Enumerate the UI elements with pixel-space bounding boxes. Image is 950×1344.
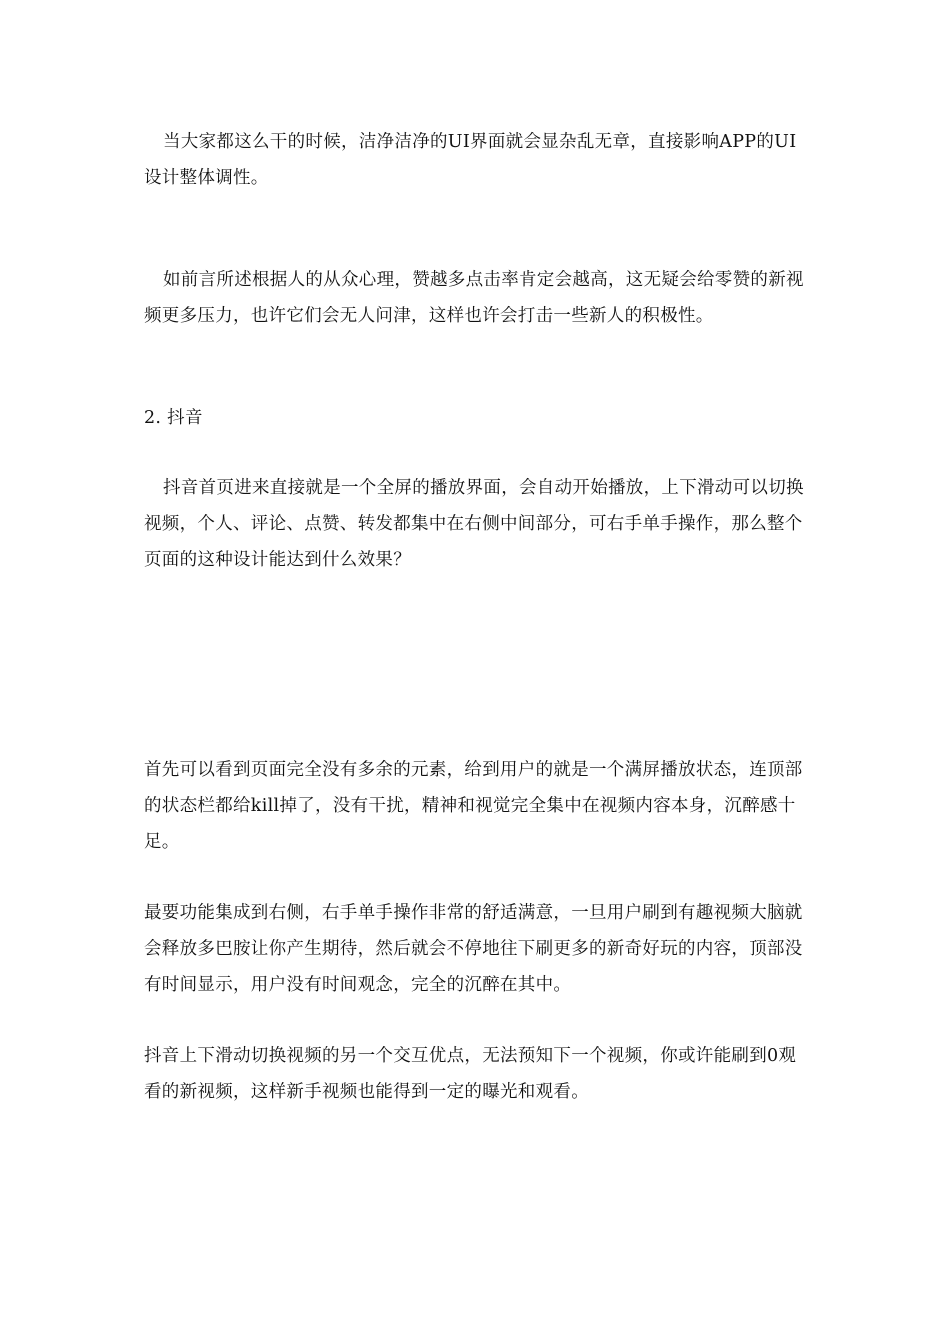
paragraph-swipe-advantage: 抖音上下滑动切换视频的另一个交互优点，无法预知下一个视频，你或许能刷到0观看的新视频，这样新手视频也能得到一定的曝光和观看。 [144,1046,797,1102]
section-heading-douyin: 2. 抖音 [144,408,203,428]
paragraph-douyin-home: 抖音首页进来直接就是一个全屏的播放界面，会自动开始播放，上下滑动可以切换视频，个人、评论、点赞、转发都集中在右侧中间部分，可右手单手操作，那么整个页面的这种设计能达到什么效果？ [144,478,804,570]
paragraph-right-side-controls: 最要功能集成到右侧，右手单手操作非常的舒适满意，一旦用户刷到有趣视频大脑就会释放多巴胺让你产生期待，然后就会不停地往下刷更多的新奇好玩的内容，顶部没有时间显示，用户没有时间观念，完全的沉醉在其中。 [144,903,803,995]
paragraph-ui-clutter: 当大家都这么干的时候，洁净洁净的UI界面就会显杂乱无章，直接影响APP的UI设计整体调性。 [144,132,797,188]
paragraph-herd-mentality: 如前言所述根据人的从众心理，赞越多点击率肯定会越高，这无疑会给零赞的新视频更多压力，也许它们会无人问津，这样也许会打击一些新人的积极性。 [144,270,804,326]
paragraph-fullscreen: 首先可以看到页面完全没有多余的元素，给到用户的就是一个满屏播放状态，连顶部的状态栏都给kill掉了，没有干扰，精神和视觉完全集中在视频内容本身，沉醉感十足。 [144,760,803,852]
